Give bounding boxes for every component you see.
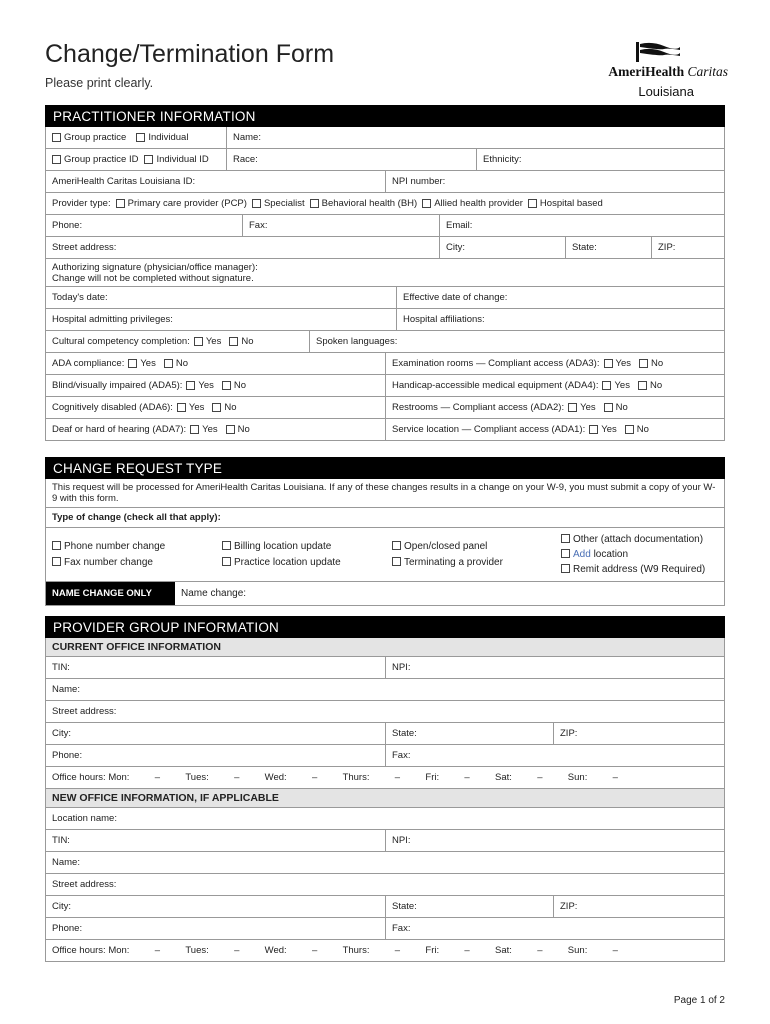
new-phone-field[interactable]: Phone: — [52, 923, 83, 934]
specialist-checkbox[interactable] — [252, 199, 261, 208]
add-location-checkbox[interactable] — [561, 549, 570, 558]
ethnicity-field[interactable]: Ethnicity: — [476, 149, 724, 170]
terminating-provider-checkbox[interactable] — [392, 557, 401, 566]
city-field[interactable]: City: — [439, 237, 565, 258]
behavioral-health-checkbox[interactable] — [310, 199, 319, 208]
ada-row-1: ADA compliance: Yes No Examination rooms — Compliant access (ADA3): Yes No — [45, 353, 725, 375]
name-change-only-label: NAME CHANGE ONLY — [46, 582, 175, 605]
fax-number-change-checkbox[interactable] — [52, 557, 61, 566]
new-tin-field[interactable]: TIN: — [52, 835, 70, 846]
current-zip-field[interactable]: ZIP: — [553, 723, 724, 744]
current-street-row — [45, 701, 725, 723]
state-field[interactable]: State: — [565, 237, 651, 258]
form-title: Change/Termination Form — [45, 40, 335, 68]
id-npi-row — [45, 171, 725, 193]
ada-row-3: Cognitively disabled (ADA6): Yes No Restrooms — Compliant access (ADA2): Yes No — [45, 397, 725, 419]
logo-state: Louisiana — [638, 84, 694, 99]
type-of-change-row — [45, 508, 725, 528]
race-field[interactable]: Race: — [226, 149, 476, 170]
signature-field[interactable]: Authorizing signature (physician/office manager): Change will not be completed without signature. — [52, 262, 258, 284]
restrooms-yes-checkbox[interactable] — [568, 403, 577, 412]
current-state-field[interactable]: State: — [385, 723, 553, 744]
new-tin-row — [45, 830, 725, 852]
current-office-heading: CURRENT OFFICE INFORMATION — [45, 638, 725, 657]
todays-date-field[interactable]: Today's date: — [52, 292, 108, 303]
remit-address-checkbox[interactable] — [561, 564, 570, 573]
flag-logo-icon — [634, 42, 682, 62]
new-fax-field[interactable]: Fax: — [385, 918, 724, 939]
current-fax-field[interactable]: Fax: — [385, 745, 724, 766]
address-row — [45, 237, 725, 259]
blind-yes-checkbox[interactable] — [186, 381, 195, 390]
dates-row — [45, 287, 725, 309]
ada-row-2: Blind/visually impaired (ADA5): Yes No Handicap-accessible medical equipment (ADA4): Yes No — [45, 375, 725, 397]
exam-rooms-yes-checkbox[interactable] — [604, 359, 613, 368]
spoken-languages-field[interactable]: Spoken languages: — [309, 331, 724, 352]
current-street-field[interactable]: Street address: — [52, 706, 117, 717]
current-phone-field[interactable]: Phone: — [52, 750, 83, 761]
contact-row — [45, 215, 725, 237]
current-phone-row — [45, 745, 725, 767]
new-npi-field[interactable]: NPI: — [385, 830, 724, 851]
ahc-id-field[interactable]: AmeriHealth Caritas Louisiana ID: — [52, 176, 196, 187]
effective-date-field[interactable]: Effective date of change: — [396, 287, 724, 308]
change-request-heading: CHANGE REQUEST TYPE — [45, 457, 725, 479]
cultural-yes-checkbox[interactable] — [194, 337, 203, 346]
name-field[interactable]: Name: — [226, 127, 724, 148]
new-office-heading: NEW OFFICE INFORMATION, IF APPLICABLE — [45, 789, 725, 808]
cultural-no-checkbox[interactable] — [229, 337, 238, 346]
new-office-hours[interactable]: Office hours: Mon: – Tues: – Wed: – Thurs: – Fri: – Sat: – Sun: – — [52, 945, 618, 956]
name-change-field[interactable]: Name change: — [181, 588, 247, 599]
admitting-privileges-field[interactable]: Hospital admitting privileges: — [52, 314, 173, 325]
current-npi-field[interactable]: NPI: — [385, 657, 724, 678]
service-loc-yes-checkbox[interactable] — [589, 425, 598, 434]
open-closed-panel-checkbox[interactable] — [392, 541, 401, 550]
current-city-field[interactable]: City: — [52, 728, 71, 739]
current-tin-row — [45, 657, 725, 679]
current-office-hours[interactable]: Office hours: Mon: – Tues: – Wed: – Thurs: – Fri: – Sat: – Sun: – — [52, 772, 618, 783]
current-name-field[interactable]: Name: — [52, 684, 80, 695]
new-name-field[interactable]: Name: — [52, 857, 80, 868]
change-options-grid: Phone number change Fax number change Billing location update Practice location update Open/closed panel Terminating a provider Other (attach documentation) Add location Remit address (W9 Required) — [45, 528, 725, 582]
current-tin-field[interactable]: TIN: — [52, 662, 70, 673]
other-checkbox[interactable] — [561, 534, 570, 543]
deaf-yes-checkbox[interactable] — [190, 425, 199, 434]
new-zip-field[interactable]: ZIP: — [553, 896, 724, 917]
phone-field[interactable]: Phone: — [52, 220, 83, 231]
ada-yes-checkbox[interactable] — [128, 359, 137, 368]
individual-id-checkbox[interactable] — [144, 155, 153, 164]
name-change-row — [45, 582, 725, 606]
zip-field[interactable]: ZIP: — [651, 237, 724, 258]
logo-wordmark: AmeriHealth Caritas — [608, 64, 728, 79]
company-logo — [588, 42, 728, 102]
current-city-row — [45, 723, 725, 745]
new-hours-row — [45, 940, 725, 962]
npi-number-field[interactable]: NPI number: — [385, 171, 724, 192]
ada-row-4: Deaf or hard of hearing (ADA7): Yes No Service location — Compliant access (ADA1): Yes No — [45, 419, 725, 441]
blind-no-checkbox[interactable] — [222, 381, 231, 390]
cognitive-no-checkbox[interactable] — [212, 403, 221, 412]
page-number: Page 1 of 2 — [673, 995, 725, 1006]
new-street-field[interactable]: Street address: — [52, 879, 117, 890]
exam-rooms-no-checkbox[interactable] — [639, 359, 648, 368]
cultural-row: Cultural competency completion: Yes No Spoken languages: — [45, 331, 725, 353]
type-of-change-label: Type of change (check all that apply): — [52, 512, 221, 523]
email-field[interactable]: Email: — [439, 215, 724, 236]
restrooms-no-checkbox[interactable] — [604, 403, 613, 412]
street-address-field[interactable]: Street address: — [52, 242, 117, 253]
current-name-row — [45, 679, 725, 701]
new-city-field[interactable]: City: — [52, 901, 71, 912]
provider-group-heading: PROVIDER GROUP INFORMATION — [45, 616, 725, 638]
cognitive-yes-checkbox[interactable] — [177, 403, 186, 412]
service-loc-no-checkbox[interactable] — [625, 425, 634, 434]
new-state-field[interactable]: State: — [385, 896, 553, 917]
form-subtitle: Please print clearly. — [45, 76, 154, 90]
signature-row — [45, 259, 725, 287]
new-name-row — [45, 852, 725, 874]
pcp-checkbox[interactable] — [116, 199, 125, 208]
new-phone-row — [45, 918, 725, 940]
new-city-row — [45, 896, 725, 918]
id-race-row: Group practice ID Individual ID Race: Ethnicity: — [45, 149, 725, 171]
practice-location-checkbox[interactable] — [222, 557, 231, 566]
deaf-no-checkbox[interactable] — [226, 425, 235, 434]
practice-type-row: Group practice Individual Name: — [45, 127, 725, 149]
hospital-row — [45, 309, 725, 331]
w9-note: This request will be processed for AmeriHealth Caritas Louisiana. If any of these changes results in a change on your W-9, you must submit a copy of your W-9 with this form. — [45, 479, 725, 508]
new-location-name-field[interactable]: Location name: — [52, 813, 117, 824]
ada-no-checkbox[interactable] — [164, 359, 173, 368]
phone-number-change-checkbox[interactable] — [52, 541, 61, 550]
hospital-affiliations-field[interactable]: Hospital affiliations: — [396, 309, 724, 330]
allied-health-checkbox[interactable] — [422, 199, 431, 208]
current-hours-row — [45, 767, 725, 789]
group-practice-checkbox[interactable] — [52, 133, 61, 142]
billing-location-checkbox[interactable] — [222, 541, 231, 550]
fax-field[interactable]: Fax: — [242, 215, 439, 236]
hospital-based-checkbox[interactable] — [528, 199, 537, 208]
handicap-yes-checkbox[interactable] — [602, 381, 611, 390]
handicap-no-checkbox[interactable] — [638, 381, 647, 390]
individual-checkbox[interactable] — [136, 133, 145, 142]
group-practice-id-checkbox[interactable] — [52, 155, 61, 164]
new-location-row — [45, 808, 725, 830]
change-termination-form — [45, 105, 725, 962]
provider-type-row: Provider type: Primary care provider (PCP) Specialist Behavioral health (BH) Allied health provider Hospital based — [45, 193, 725, 215]
practitioner-section-heading: PRACTITIONER INFORMATION — [45, 105, 725, 127]
new-street-row — [45, 874, 725, 896]
